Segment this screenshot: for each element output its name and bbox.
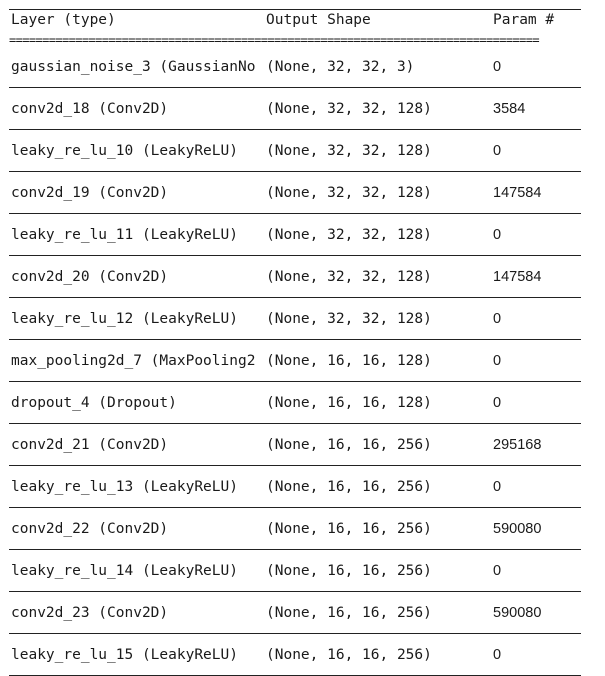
table-row [9, 340, 581, 382]
layer-name: leaky_re_lu_10 (LeakyReLU) [11, 142, 238, 159]
param-count: 0 [493, 394, 502, 411]
table-row [9, 130, 581, 172]
table-header [9, 8, 581, 36]
param-count: 0 [493, 478, 502, 495]
table-row [9, 634, 581, 676]
layer-name: conv2d_23 (Conv2D) [11, 604, 169, 621]
layer-name: leaky_re_lu_12 (LeakyReLU) [11, 310, 238, 327]
table-row [9, 424, 581, 466]
table-row [9, 592, 581, 634]
param-count: 590080 [493, 604, 542, 621]
header-param-count: Param # [493, 12, 555, 28]
output-shape: (None, 16, 16, 256) [266, 562, 432, 579]
param-count: 295168 [493, 436, 542, 453]
table-row [9, 46, 581, 88]
output-shape: (None, 16, 16, 256) [266, 646, 432, 663]
param-count: 0 [493, 226, 502, 243]
param-count: 0 [493, 58, 502, 75]
layer-name: leaky_re_lu_11 (LeakyReLU) [11, 226, 238, 243]
output-shape: (None, 16, 16, 256) [266, 478, 432, 495]
param-count: 3584 [493, 100, 526, 117]
output-shape: (None, 16, 16, 256) [266, 520, 432, 537]
output-shape: (None, 32, 32, 128) [266, 184, 432, 201]
table-row [9, 508, 581, 550]
layer-name: conv2d_19 (Conv2D) [11, 184, 169, 201]
table-body [9, 46, 581, 676]
header-output-shape: Output Shape [266, 12, 371, 28]
layer-name: max_pooling2d_7 (MaxPooling2 [11, 352, 256, 369]
param-count: 147584 [493, 268, 542, 285]
table-row [9, 466, 581, 508]
output-shape: (None, 16, 16, 128) [266, 352, 432, 369]
param-count: 0 [493, 310, 502, 327]
output-shape: (None, 32, 32, 3) [266, 58, 415, 75]
param-count: 0 [493, 142, 502, 159]
layer-name: dropout_4 (Dropout) [11, 394, 177, 411]
header-separator: ================================================================================ [9, 36, 539, 46]
header-layer-type: Layer (type) [11, 12, 116, 28]
output-shape: (None, 16, 16, 256) [266, 604, 432, 621]
table-row [9, 214, 581, 256]
table-row [9, 550, 581, 592]
param-count: 0 [493, 562, 502, 579]
table-row [9, 382, 581, 424]
layer-name: leaky_re_lu_13 (LeakyReLU) [11, 478, 238, 495]
output-shape: (None, 32, 32, 128) [266, 226, 432, 243]
table-row [9, 298, 581, 340]
output-shape: (None, 32, 32, 128) [266, 268, 432, 285]
output-shape: (None, 32, 32, 128) [266, 310, 432, 327]
param-count: 590080 [493, 520, 542, 537]
param-count: 0 [493, 646, 502, 663]
layer-name: leaky_re_lu_15 (LeakyReLU) [11, 646, 238, 663]
table-row [9, 88, 581, 130]
output-shape: (None, 32, 32, 128) [266, 142, 432, 159]
layer-name: conv2d_21 (Conv2D) [11, 436, 169, 453]
layer-name: conv2d_18 (Conv2D) [11, 100, 169, 117]
output-shape: (None, 16, 16, 128) [266, 394, 432, 411]
layer-name: conv2d_22 (Conv2D) [11, 520, 169, 537]
layer-name: conv2d_20 (Conv2D) [11, 268, 169, 285]
model-summary-table [9, 8, 581, 676]
layer-name: leaky_re_lu_14 (LeakyReLU) [11, 562, 238, 579]
output-shape: (None, 32, 32, 128) [266, 100, 432, 117]
table-row [9, 256, 581, 298]
param-count: 0 [493, 352, 502, 369]
table-row [9, 172, 581, 214]
layer-name: gaussian_noise_3 (GaussianNo [11, 58, 256, 75]
output-shape: (None, 16, 16, 256) [266, 436, 432, 453]
param-count: 147584 [493, 184, 542, 201]
